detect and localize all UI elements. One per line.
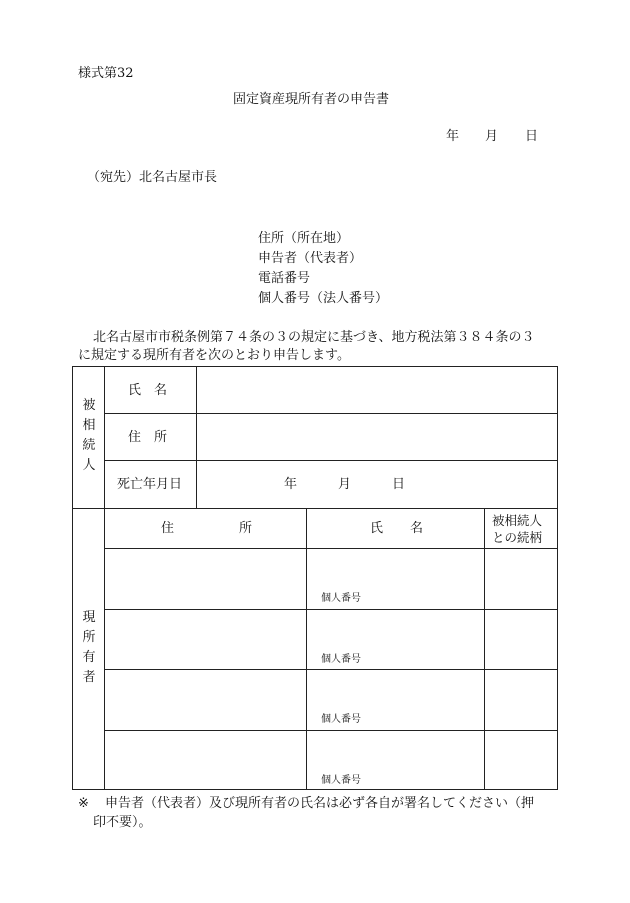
note-line2: 印不要）。 bbox=[93, 815, 152, 830]
death-date-label: 死亡年月日 bbox=[117, 477, 183, 492]
owner-id-label: 個人番号 bbox=[321, 775, 361, 786]
death-year-label: 年 bbox=[284, 477, 298, 492]
addressee: （宛先）北名古屋市長 bbox=[87, 170, 218, 185]
owners-header-name-char1: 氏 bbox=[370, 521, 384, 536]
body-text-line2: に規定する現所有者を次のとおり申告します。 bbox=[78, 348, 350, 363]
deceased-group-label bbox=[81, 396, 97, 476]
owner-id-label: 個人番号 bbox=[321, 654, 361, 665]
date-day-label: 日 bbox=[525, 129, 539, 144]
applicant-id-label: 個人番号（法人番号） bbox=[258, 291, 389, 306]
deceased-group-char: 被 bbox=[82, 398, 96, 413]
deceased-group-char: 人 bbox=[82, 458, 96, 473]
owner-id-label: 個人番号 bbox=[321, 593, 361, 604]
note-mark: ※ bbox=[78, 796, 89, 811]
deceased-group-char: 相 bbox=[82, 418, 96, 433]
death-month-label: 月 bbox=[338, 477, 352, 492]
body-text-line1: 北名古屋市市税条例第７４条の３の規定に基づき、地方税法第３８４条の３ bbox=[93, 330, 535, 345]
applicant-address-label: 住所（所在地） bbox=[258, 231, 350, 246]
owners-header-address-char1: 住 bbox=[161, 521, 175, 536]
owners-header-relation-line2: との続柄 bbox=[492, 530, 543, 545]
owners-group-char: 現 bbox=[82, 610, 96, 625]
applicant-phone-label: 電話番号 bbox=[258, 271, 311, 286]
deceased-group-char: 続 bbox=[82, 438, 96, 453]
document-title: 固定資産現所有者の申告書 bbox=[233, 92, 390, 107]
date-month-label: 月 bbox=[485, 129, 499, 144]
owners-header-address-char2: 所 bbox=[239, 521, 253, 536]
owner-id-label: 個人番号 bbox=[321, 714, 361, 725]
owners-header-relation-line1: 被相続人 bbox=[492, 513, 543, 528]
owners-group-char: 者 bbox=[82, 670, 96, 685]
owners-group-label bbox=[81, 608, 97, 688]
date-year-label: 年 bbox=[446, 129, 460, 144]
note-line1: 申告者（代表者）及び現所有者の氏名は必ず各自が署名してください（押 bbox=[105, 796, 535, 811]
deceased-name-label: 氏 名 bbox=[128, 383, 168, 398]
form-number: 様式第32 bbox=[78, 66, 134, 81]
owners-group-char: 所 bbox=[82, 630, 96, 645]
death-day-label: 日 bbox=[392, 477, 406, 492]
owners-header-name-char2: 名 bbox=[410, 521, 424, 536]
owners-group-char: 有 bbox=[82, 650, 96, 665]
applicant-name-label: 申告者（代表者） bbox=[258, 251, 363, 266]
deceased-address-label: 住 所 bbox=[128, 430, 168, 445]
